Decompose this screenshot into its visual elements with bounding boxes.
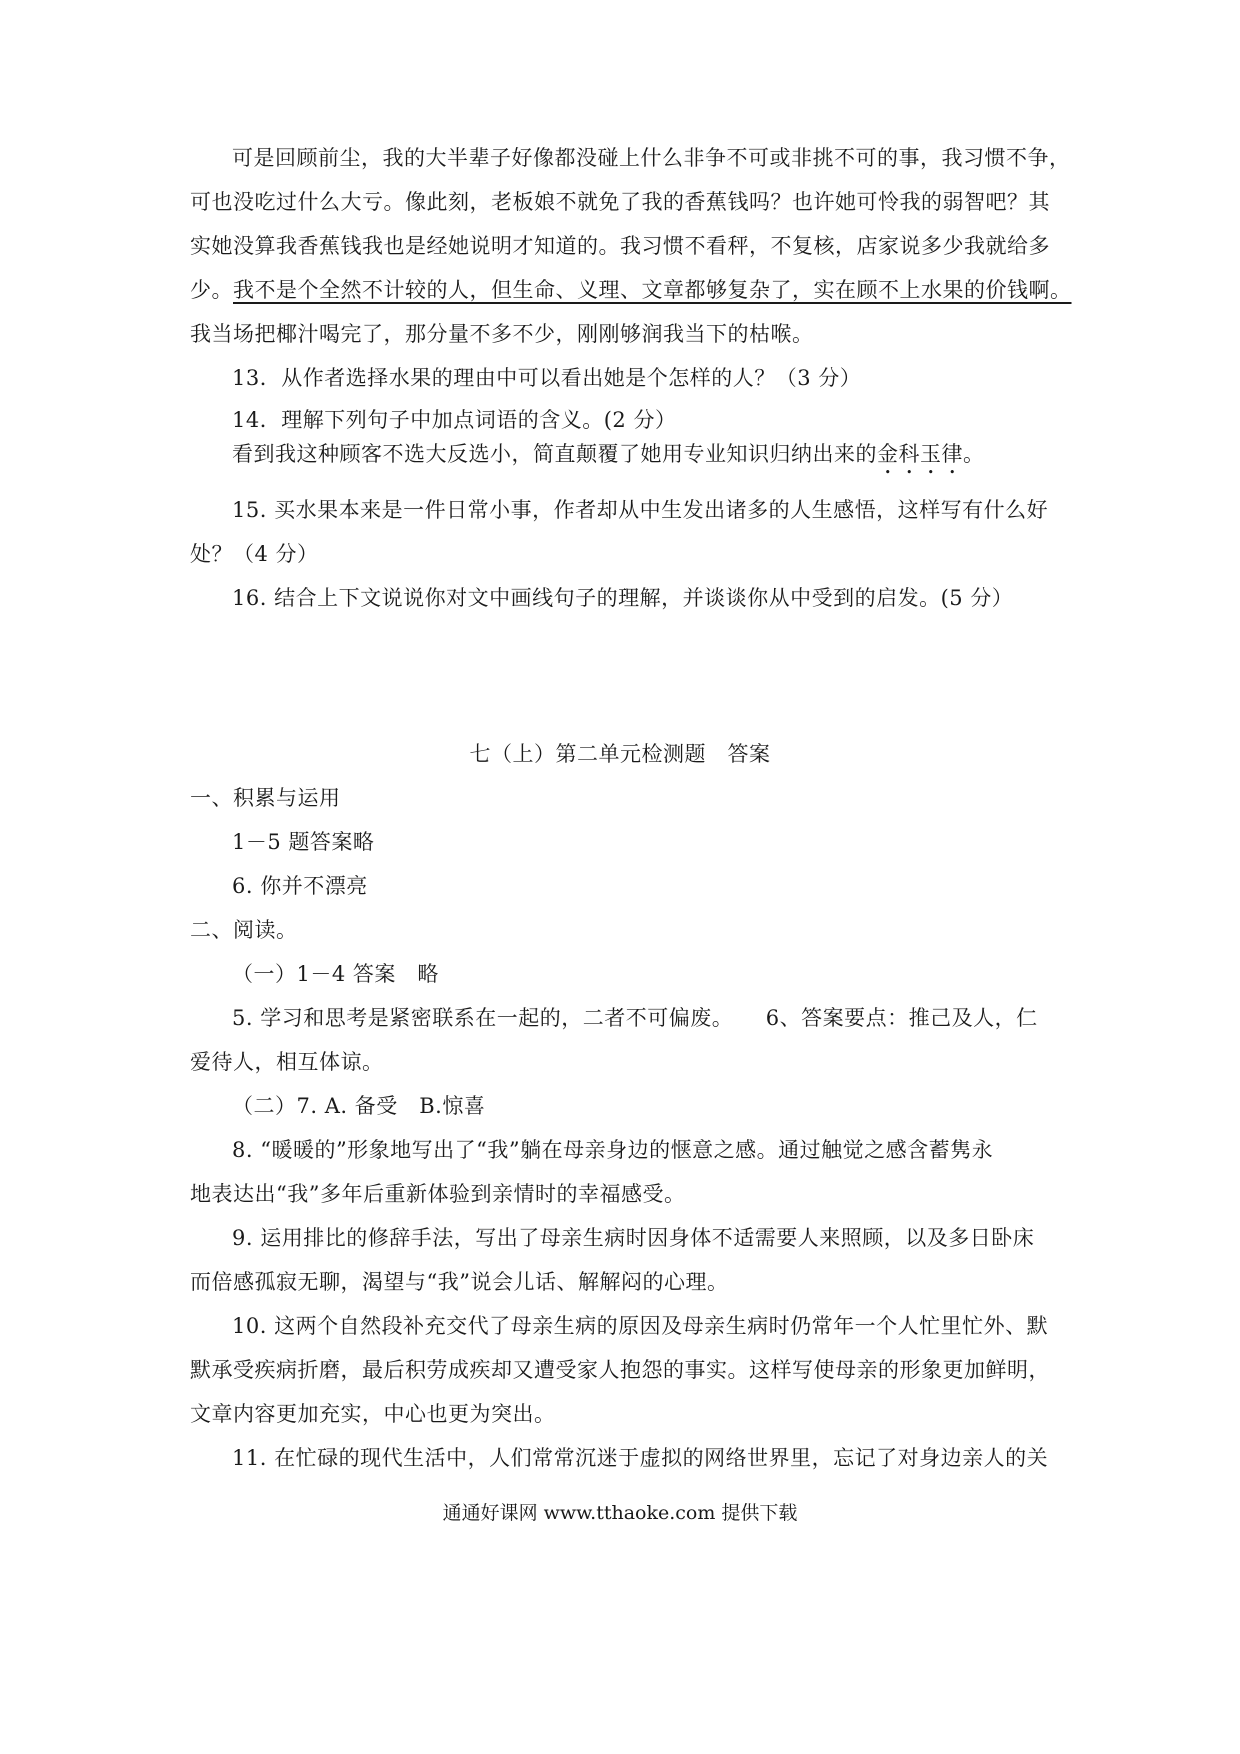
passage-line-1: 可是回顾前尘，我的大半辈子好像都没碰上什么非争不可或非挑不可的事，我习惯不争，	[232, 146, 1071, 170]
question-15-line-2: 处？（4 分）	[190, 542, 319, 566]
question-16: 16. 结合上下文说说你对文中画线句子的理解，并谈谈你从中受到的启发。(5 分）	[232, 586, 1014, 610]
question-14-sentence	[232, 439, 1060, 479]
answer-1-5: 1－5 题答案略	[232, 830, 375, 854]
dotted-phrase: 金科玉律	[877, 442, 963, 466]
answers-section-1: 一、积累与运用	[190, 786, 341, 810]
question-13: 13．从作者选择水果的理由中可以看出她是个怎样的人？（3 分）	[232, 366, 862, 390]
question-15-line-1: 15. 买水果本来是一件日常小事，作者却从中生发出诸多的人生感悟，这样写有什么好	[232, 498, 1049, 522]
answers-section-2: 二、阅读。	[190, 918, 298, 942]
passage-line-4-prefix: 少。	[190, 278, 233, 302]
answer-8-line-1: 8. “暖暖的”形象地写出了“我”躺在母亲身边的惬意之感。通过触觉之感含蓄隽永	[232, 1138, 994, 1162]
answer-5-line-1: 5. 学习和思考是紧密联系在一起的，二者不可偏废。 6、答案要点：推己及人，仁	[232, 1006, 1038, 1030]
question-14: 14．理解下列句子中加点词语的含义。(2 分）	[232, 408, 677, 432]
page-footer: 通通好课网 www.tthaoke.com 提供下载	[442, 1502, 798, 1524]
answer-8-line-2: 地表达出“我”多年后重新体验到亲情时的幸福感受。	[190, 1182, 686, 1206]
answers-title: 七（上）第二单元检测题 答案	[469, 742, 771, 766]
answer-10-line-2: 默承受疾病折磨，最后积劳成疾却又遭受家人抱怨的事实。这样写使母亲的形象更加鲜明，	[190, 1358, 1050, 1382]
passage-line-3: 实她没算我香蕉钱我也是经她说明才知道的。我习惯不看秤，不复核，店家说多少我就给多	[190, 234, 1050, 258]
answer-5-line-2: 爱待人，相互体谅。	[190, 1050, 384, 1074]
answer-9-line-1: 9. 运用排比的修辞手法，写出了母亲生病时因身体不适需要人来照顾，以及多日卧床	[232, 1226, 1035, 1250]
answer-10-line-1: 10. 这两个自然段补充交代了母亲生病的原因及母亲生病时仍常年一个人忙里忙外、默	[232, 1314, 1049, 1338]
answer-10-line-3: 文章内容更加充实，中心也更为突出。	[190, 1402, 556, 1426]
answers-part-1: （一）1－4 答案 略	[232, 962, 439, 986]
passage-line-4	[190, 275, 1072, 305]
passage-line-5: 我当场把椰汁喝完了，那分量不多不少，刚刚够润我当下的枯喉。	[190, 322, 814, 346]
underlined-sentence: 我不是个全然不计较的人，但生命、义理、文章都够复杂了，实在顾不上水果的价钱啊。	[233, 278, 1072, 302]
answer-9-line-2: 而倍感孤寂无聊，渴望与“我”说会儿话、解解闷的心理。	[190, 1270, 729, 1294]
answer-11-line-1: 11. 在忙碌的现代生活中，人们常常沉迷于虚拟的网络世界里，忘记了对身边亲人的关	[232, 1446, 1049, 1470]
answers-part-2: （二）7. A. 备受 B.惊喜	[232, 1094, 486, 1118]
question-14-sentence-prefix: 看到我这种顾客不选大反选小，简直颠覆了她用专业知识归纳出来的	[232, 442, 877, 466]
question-14-sentence-suffix: 。	[963, 442, 985, 466]
passage-line-2: 可也没吃过什么大亏。像此刻，老板娘不就免了我的香蕉钱吗？也许她可怜我的弱智吧？其	[190, 190, 1050, 214]
answer-6: 6. 你并不漂亮	[232, 874, 368, 898]
